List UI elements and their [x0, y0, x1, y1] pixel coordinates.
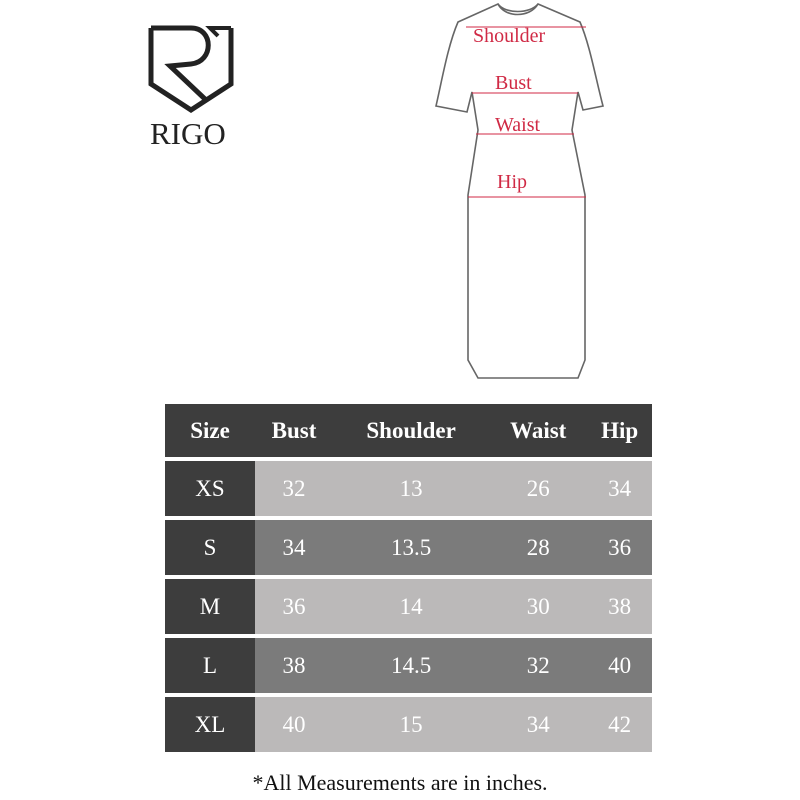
table-row: [165, 638, 652, 693]
cell-shoulder: 14.5: [333, 638, 489, 693]
cell-bust: 32: [255, 461, 333, 516]
label-shoulder: Shoulder: [473, 25, 546, 47]
table-row: [165, 520, 652, 575]
cell-shoulder: 13.5: [333, 520, 489, 575]
header-hip: Hip: [587, 404, 652, 457]
table-row: [165, 579, 652, 634]
cell-shoulder: 13: [333, 461, 489, 516]
label-bust: Bust: [495, 72, 532, 94]
cell-hip: 40: [587, 638, 652, 693]
cell-hip: 38: [587, 579, 652, 634]
cell-shoulder: 14: [333, 579, 489, 634]
cell-size: XL: [165, 697, 255, 752]
table-row: [165, 697, 652, 752]
cell-hip: 34: [587, 461, 652, 516]
footnote: *All Measurements are in inches.: [252, 770, 548, 795]
label-hip: Hip: [497, 171, 527, 193]
cell-waist: 30: [489, 579, 587, 634]
cell-size: XS: [165, 461, 255, 516]
header-waist: Waist: [489, 404, 587, 457]
table-header-row: [165, 404, 652, 457]
header-shoulder: Shoulder: [333, 404, 489, 457]
cell-hip: 36: [587, 520, 652, 575]
cell-bust: 36: [255, 579, 333, 634]
cell-shoulder: 15: [333, 697, 489, 752]
header-bust: Bust: [255, 404, 333, 457]
header-size: Size: [165, 404, 255, 457]
cell-waist: 32: [489, 638, 587, 693]
table-row: [165, 461, 652, 516]
cell-bust: 38: [255, 638, 333, 693]
label-waist: Waist: [495, 114, 541, 136]
dress-diagram-icon: [420, 0, 620, 390]
rigo-logo-icon: [148, 22, 234, 117]
size-chart-table: [165, 400, 652, 756]
cell-waist: 34: [489, 697, 587, 752]
cell-bust: 34: [255, 520, 333, 575]
cell-size: M: [165, 579, 255, 634]
cell-bust: 40: [255, 697, 333, 752]
cell-waist: 28: [489, 520, 587, 575]
cell-size: L: [165, 638, 255, 693]
cell-size: S: [165, 520, 255, 575]
cell-waist: 26: [489, 461, 587, 516]
cell-hip: 42: [587, 697, 652, 752]
brand-name: RIGO: [150, 116, 226, 151]
